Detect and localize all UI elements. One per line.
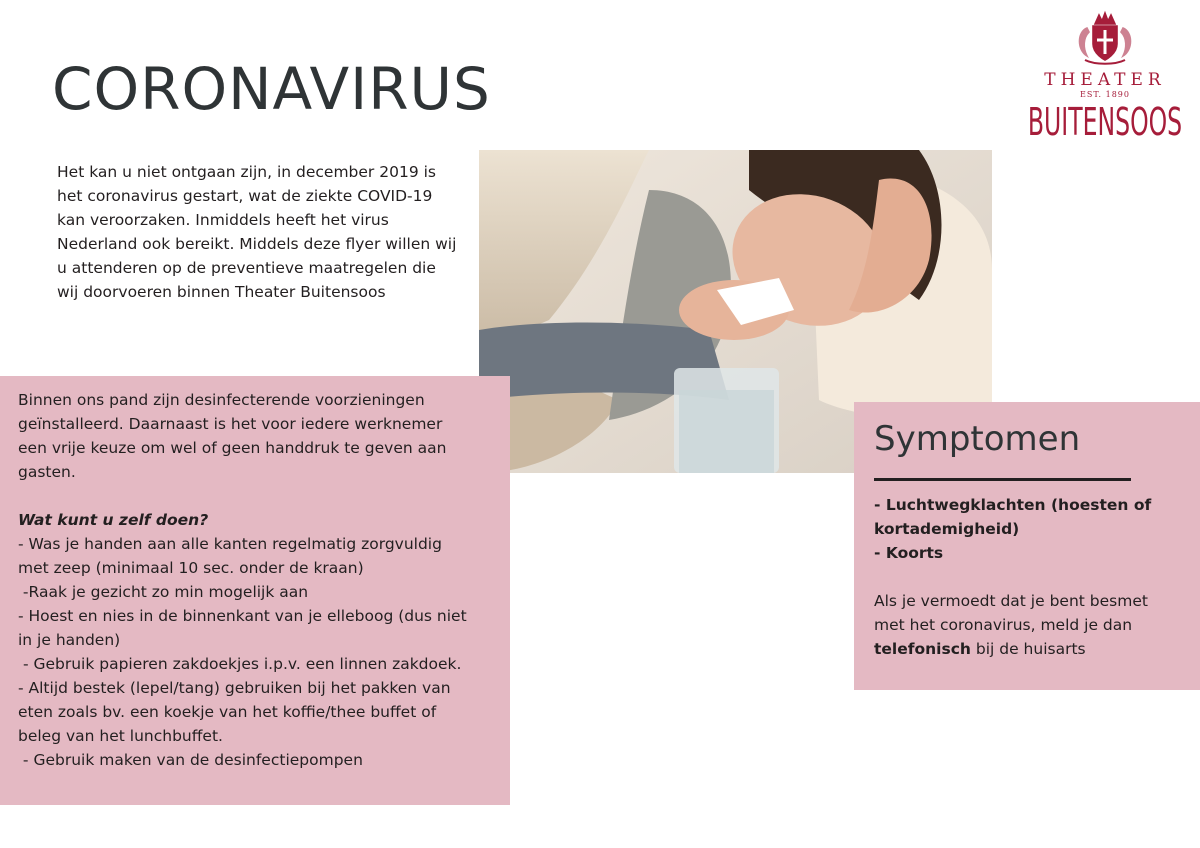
list-item: -Raak je gezicht zo min mogelijk aan <box>18 583 309 601</box>
measures-panel <box>0 376 510 805</box>
measures-subheading: Wat kunt u zelf doen? <box>18 511 209 529</box>
logo-est-text: EST. 1890 <box>1080 90 1130 99</box>
advice-text-end: bij de huisarts <box>970 640 1086 658</box>
symptoms-divider <box>874 478 1131 481</box>
logo-theater-text: THEATER <box>1044 70 1166 90</box>
advice-text: Als je vermoedt dat je bent besmet met het coronavirus, meld je dan <box>874 592 1148 634</box>
measures-paragraph: Binnen ons pand zijn desinfecterende voorzieningen geïnstalleerd. Daarnaast is het voor iedere werknemer een vrije keuze om wel of geen handdruk te geven aan gasten. <box>18 391 447 481</box>
crest-icon <box>1073 10 1137 66</box>
logo-name-text: BUITENSOOS <box>1027 100 1183 144</box>
list-item: - Altijd bestek (lepel/tang) gebruiken bij het pakken van eten zoals bv. een koekje van het koffie/thee buffet of beleg van het lunchbuffet. <box>18 679 451 745</box>
symptoms-panel <box>854 402 1200 690</box>
theater-logo <box>1025 10 1185 155</box>
advice-bold-text: telefonisch <box>874 640 971 658</box>
symptoms-advice <box>874 589 1174 661</box>
symptom-item: - Luchtwegklachten (hoesten of kortademigheid) <box>874 496 1152 538</box>
symptom-item: - Koorts <box>874 544 944 562</box>
intro-text: Het kan u niet ontgaan zijn, in december 2019 is het coronavirus gestart, wat de ziekte COVID-19 kan veroorzaken. Inmiddels heeft het virus Nederland ook bereikt. Middels deze flyer willen wij u attenderen op de preventieve maatregelen die wij doorvoeren binnen Theater Buitensoos <box>57 163 457 301</box>
page-title: CORONAVIRUS <box>52 55 491 123</box>
list-item: - Was je handen aan alle kanten regelmatig zorgvuldig met zeep (minimaal 10 sec. onder de kraan) <box>18 535 442 577</box>
list-item: - Hoest en nies in de binnenkant van je elleboog (dus niet in je handen) <box>18 607 467 649</box>
list-item: - Gebruik papieren zakdoekjes i.p.v. een linnen zakdoek. <box>18 655 462 673</box>
symptoms-title: Symptomen <box>874 419 1081 459</box>
list-item: - Gebruik maken van de desinfectiepompen <box>18 751 363 769</box>
